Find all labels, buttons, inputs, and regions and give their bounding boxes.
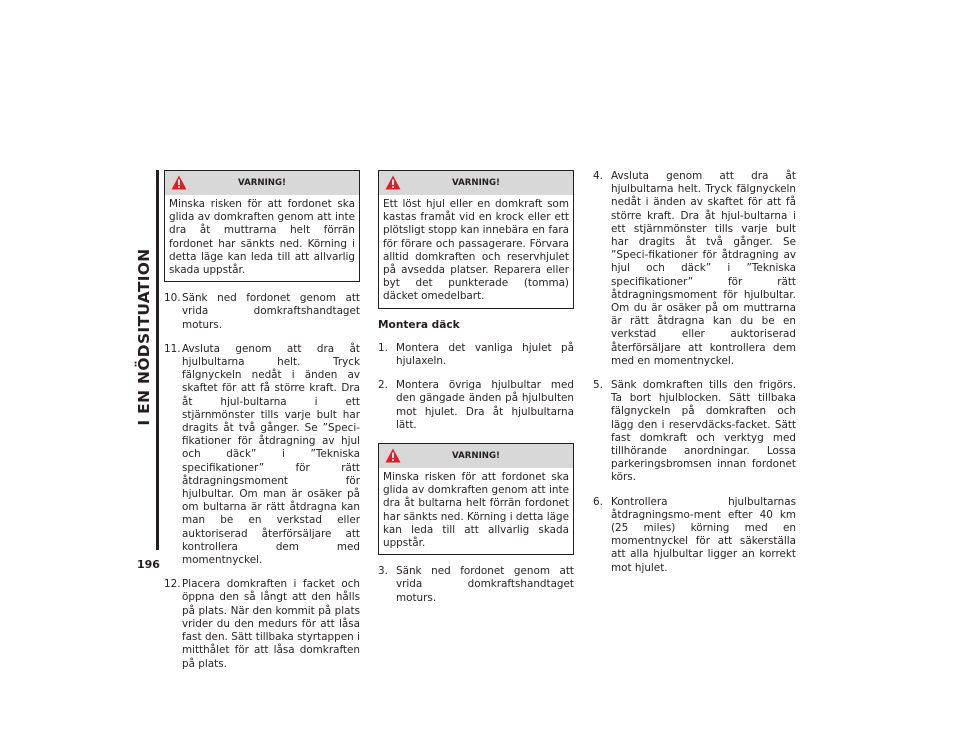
warning-label: VARNING!: [238, 178, 286, 188]
step-number: 5.: [593, 379, 603, 392]
list-item: [593, 379, 796, 485]
warning-box: [378, 170, 574, 309]
step-number: 2.: [378, 379, 388, 392]
step-number: 3.: [378, 565, 388, 578]
list-item: [378, 342, 574, 368]
list-item: [378, 379, 574, 432]
warning-text: Minska risken för att fordonet ska glida av domkraften genom att inte dra åt muttrarna helt förrän fordonet har sänkts ned. Körning i detta läge kan leda till att allvarlig skada uppstår.: [169, 198, 355, 277]
step-number: 6.: [593, 495, 603, 508]
column-2: [378, 170, 574, 616]
warning-label: VARNING!: [452, 178, 500, 188]
warning-triangle-icon: [385, 448, 401, 463]
step-number: 10.: [164, 292, 181, 305]
step-text: Sänk ned fordonet genom att vrida domkraftshandtaget moturs.: [396, 565, 574, 604]
list-item: [164, 578, 360, 670]
warning-text: Minska risken för att fordonet ska glida av domkraften genom att inte dra åt bultarna helt förrän fordonet har sänkts ned. Körning i detta läge kan leda till att allvarlig skada uppstår.: [383, 471, 569, 550]
step-list: [378, 342, 574, 432]
step-list: [378, 565, 574, 605]
step-text: Avsluta genom att dra åt hjulbultarna helt. Tryck fälgnyckeln nedåt i änden av skaftet för att få större kraft. Dra åt hjul-bultarna i ett stjärnmönster tills varje bult har dragits åt två gånger. Se ”Speci-fikationer för åtdragning av hjul och däck” i ”Tekniska specifikationer” för rätt åtdragningsmoment för hjulbultar. Om du är osäker på om muttrarna är rätt åtdragna kan du be en verkstad eller auktoriserad återförsäljare att kontrollera dem med en momentnyckel.: [611, 170, 796, 367]
column-3: [593, 170, 796, 586]
step-text: Sänk domkraften tills den frigörs. Ta bort hjulblocken. Sätt tillbaka fälgnyckeln på domkraften och lägg den i reservdäcks-facket. Sätt fast domkraft och verktyg med tillhörande anordningar. Lossa parkeringsbromsen innan fordonet körs.: [611, 379, 796, 484]
warning-triangle-icon: [171, 175, 187, 190]
warning-box: [378, 443, 574, 555]
column-1: [164, 170, 360, 682]
warning-box: [164, 170, 360, 282]
warning-triangle-icon: [385, 175, 401, 190]
step-list: [593, 170, 796, 575]
step-number: 11.: [164, 342, 181, 355]
step-number: 1.: [378, 341, 388, 354]
list-item: [164, 343, 360, 567]
warning-header: [379, 444, 573, 468]
warning-text: Ett löst hjul eller en domkraft som kastas framåt vid en krock eller ett plötsligt stopp kan innebära en fara för förare och passagerare. Förvara alltid domkraften och reservhjulet på avsedda platser. Reparera eller byt det punkterade (tomma) däcket omedelbart.: [383, 198, 569, 303]
page-number: 196: [137, 558, 160, 571]
warning-header: [379, 171, 573, 195]
section-title-vertical: [134, 248, 154, 426]
step-text: Kontrollera hjulbultarnas åtdragningsmo-ment efter 40 km (25 miles) körning med en momentnyckel för att säkerställa att alla hjulbultar ligger an korrekt mot hjulet.: [611, 495, 796, 574]
warning-header: [165, 171, 359, 195]
list-item: [593, 170, 796, 368]
list-item: [378, 565, 574, 605]
step-list: [164, 292, 360, 670]
list-item: [593, 496, 796, 575]
list-item: [164, 292, 360, 332]
step-text: Sänk ned fordonet genom att vrida domkraftshandtaget moturs.: [182, 292, 360, 331]
warning-label: VARNING!: [452, 451, 500, 462]
step-text: Avsluta genom att dra åt hjulbultarna helt. Tryck fälgnyckeln nedåt i änden av skaftet för att få större kraft. Dra åt hjul-bultarna i ett stjärnmönster tills varje bult har dragits åt två gånger. Se ”Speci-fikationer för åtdragning av hjul och däck” i ”Tekniska specifikationer” för rätt åtdragningsmoment för hjulbultar. Om man är osäker på om bultarna är rätt åtdragna kan man be en verkstad eller auktoriserad återförsäljare att kontrollera dem med momentnyckel.: [182, 342, 360, 567]
step-number: 4.: [593, 170, 603, 182]
section-heading: Montera däck: [378, 318, 460, 331]
step-text: Montera det vanliga hjulet på hjulaxeln.: [396, 341, 574, 368]
step-text: Placera domkraften i facket och öppna den så långt att den hålls på plats. När den kommit på plats vrider du den medurs för att låsa fast den. Sätt tillbaka styrtappen i mitthålet för att låsa domkraften på plats.: [182, 578, 360, 670]
step-number: 12.: [164, 578, 181, 591]
section-title: I EN NÖDSITUATION: [135, 248, 153, 426]
step-text: Montera övriga hjulbultar med den gängade änden på hjulbulten mot hjulet. Dra åt hjulbultarna lätt.: [396, 379, 574, 431]
